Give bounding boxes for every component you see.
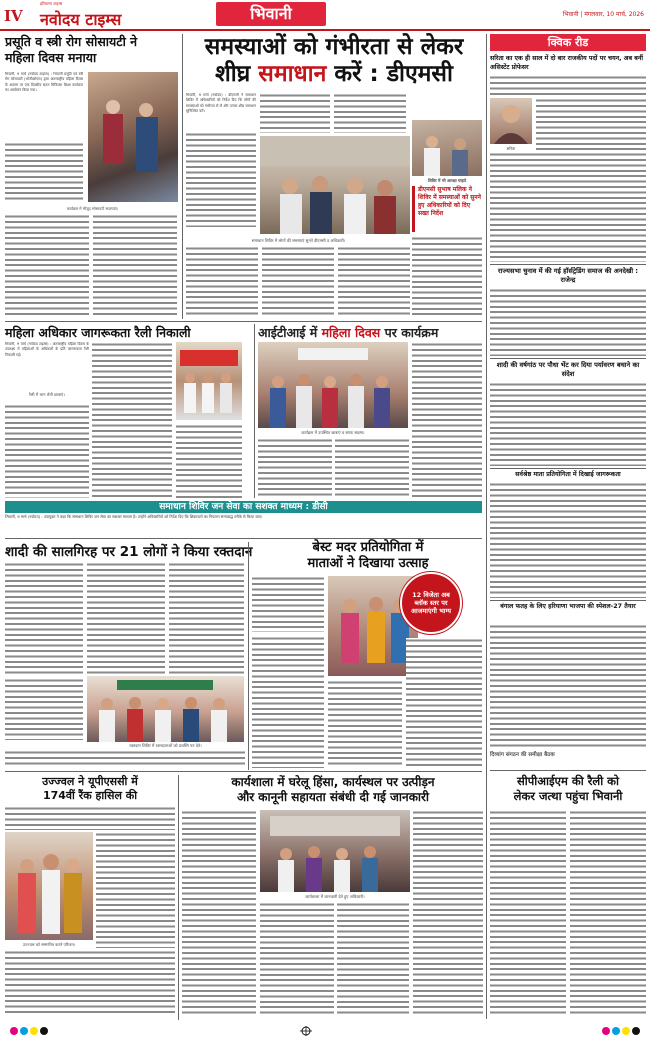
sidebar-item1-body (490, 75, 646, 97)
sidebar-item2-headline: दिव्यांग संगठन की समीक्षा बैठक (490, 752, 555, 758)
a9-headline (490, 774, 646, 804)
banner-1-title: समाधान शिविर जन सेवा का सशक्त माध्यम : डीसी (159, 502, 328, 512)
a2-body-2 (260, 93, 330, 133)
footer-color-strip (0, 1026, 650, 1036)
a3-lead: भिवानी, 9 मार्च (नवोदय टाइम्स) : अंतरराष्ट्रीय महिला दिवस के उपलक्ष्य में महिलाओं के अधिकारों के प्रति जागरूकता रैली निकाली गई। (5, 342, 89, 357)
a5-body-1 (5, 562, 83, 674)
a3-body-2 (92, 342, 172, 498)
a2-headline-line2 (186, 61, 482, 88)
a7-photo-family (5, 832, 93, 940)
tag-left: हरियाणा टाइम्स (40, 1, 63, 6)
sidebar-item4-headline: शादी की वर्षगांठ पर पौधा भेंट कर दिया पर्यावरण बचाने का संदेश (496, 361, 640, 378)
section-banner (216, 2, 326, 26)
sidebar-rule-3 (490, 468, 646, 469)
sidebar-item1-photo (490, 98, 532, 144)
a4-headline-highlight: महिला दिवस (321, 325, 381, 340)
a4-headline-part1: आईटीआई में (258, 325, 318, 340)
a5-photo (87, 676, 244, 742)
a8-headline (182, 775, 484, 805)
col-divider-4 (248, 542, 249, 770)
masthead-rule (0, 29, 650, 31)
a5-caption: रक्तदान शिविर में रक्तदाताओं को प्रशस्ति पत्र देते। (129, 743, 202, 748)
a2-body-1 (186, 132, 256, 227)
date-label: मंगलवार, 10 मार्च, 2026 (584, 11, 644, 18)
a2-body-5 (262, 246, 334, 318)
a4-body-1 (412, 342, 482, 498)
a2-headline-highlight: समाधान (258, 61, 327, 87)
a2-headline-line2-text: शीघ्र समाधान करें : डीएमसी (215, 61, 453, 87)
row-rule-2 (5, 538, 482, 539)
a7-body-1 (5, 806, 175, 830)
col-divider-1 (182, 34, 183, 319)
city-label: भिवानी (562, 11, 579, 18)
banner-1 (5, 501, 482, 513)
a2-body-6 (338, 246, 410, 318)
a1-body-2 (5, 214, 89, 318)
a8-body-3 (337, 902, 409, 1016)
a9-headline-line2: लेकर जत्था पहुंचा भिवानी (513, 789, 623, 803)
masthead-date-line: भिवानी | मंगलवार, 10 मार्च, 2026 (562, 11, 644, 18)
a6-body-1 (252, 576, 324, 632)
a9-headline-line1: सीपीआईएम की रैली को (516, 774, 619, 788)
paper-name: नवोदय टाइम्स (40, 10, 122, 29)
sidebar-item6-headline: बंगाल फतह के लिए हरियाणा भाजपा की स्पेशल-27 तैयार (500, 603, 636, 610)
sidebar-rule-1 (490, 264, 646, 265)
footer-registration-marks (6, 1026, 644, 1036)
a3-body-3 (176, 424, 242, 498)
a2-photo-main (260, 136, 410, 234)
a2-body-3 (334, 93, 406, 133)
sidebar-item4-body (490, 382, 646, 466)
a4-photo-group (258, 342, 408, 428)
a7-photo (5, 832, 93, 940)
a1-body-3 (93, 214, 177, 318)
a2-pull-quote-text: डीएमसी सुभाष मलिक ने शिविर में समस्याओं को सुनने हुए अधिकारियों को दिए सख्त निर्देश (418, 186, 481, 217)
sidebar-item6-body (490, 624, 646, 748)
sidebar-rule-4 (490, 600, 646, 601)
a4-photo (258, 342, 408, 428)
sidebar-item1-body3 (490, 152, 646, 262)
a6-body-2 (252, 636, 324, 768)
a2-caption: समाधान शिविर में लोगों की समस्याएं सुनते डीएमसी व अधिकारी। (251, 238, 346, 243)
a6-badge-text: 12 विजेता अब ब्लॉक स्तर पर आजमाएंगी भाग्य (410, 591, 452, 615)
col-divider-2 (486, 34, 487, 1019)
a7-headline-line2: 174वीं रैंक हासिल की (42, 789, 138, 802)
a2-photo-small (412, 120, 482, 176)
a7-body-2 (96, 832, 175, 948)
a8-caption: कार्यशाला में जानकारी देते हुए अधिकारी। (305, 894, 365, 899)
a2-photo-figures (260, 136, 410, 234)
row-rule-1 (5, 321, 482, 322)
a2-body-4 (186, 246, 258, 318)
a5-photo-group (87, 676, 244, 742)
a7-headline (5, 775, 175, 803)
a6-body-3 (328, 680, 402, 768)
a8-body-4 (413, 810, 483, 1016)
a9-body-2 (570, 810, 646, 1016)
a1-caption: कार्यक्रम में मौजूद सोसायटी सदस्याएं। (66, 206, 119, 211)
a1-headline: प्रसूति व स्त्री रोग सोसायटी ने महिला दिवस मनाया (5, 34, 138, 65)
sidebar-rule-2 (490, 358, 646, 359)
a7-headline-line1: उज्ज्वल ने यूपीएससी में (42, 775, 138, 788)
col-divider-5 (178, 775, 179, 1020)
sidebar-item1-headline: सरिता का एक ही साल में दो बार राजकीय पदों पर चयन, अब बनीं असिस्टेंट प्रोफेसर (490, 55, 644, 71)
a6-headline-line1: बेस्ट मदर प्रतियोगिता में (312, 540, 424, 555)
a2-headline-line1: समस्याओं को गंभीरता से लेकर (204, 34, 464, 60)
a6-headline-line2: माताओं ने दिखाया उत्साह (307, 556, 429, 571)
section-title: भिवानी (250, 4, 292, 23)
sidebar-rule-5 (490, 770, 646, 771)
sidebar-title-bar (490, 34, 646, 51)
page-number: IV (4, 7, 23, 25)
a4-caption: कार्यक्रम में उपस्थित छात्राएं व स्टाफ सदस्य। (301, 430, 365, 435)
a6-badge (400, 572, 462, 634)
a8-photo (260, 810, 410, 892)
a5-body-5 (5, 750, 245, 768)
a2-pull-quote (412, 186, 482, 232)
a1-lead: भिवानी, 9 मार्च (नवोदय टाइम्स) : भिवानी प्रसूति एवं स्त्री रोग सोसायटी (भोजीओएस) द्वारा अंतरराष्ट्रीय महिला दिवस के अवसर पर एक दिवसीय सतत चिकित्सा शिक्षा कार्यक्रम का आयोजन किया गया। (5, 72, 83, 93)
a8-body-1 (182, 810, 256, 1016)
sidebar-item5-headline: सर्वश्रेष्ठ माता प्रतियोगिता में दिखाई जागरूकता (515, 471, 621, 478)
a3-caption: रैली में भाग लेती छात्राएं। (29, 392, 65, 397)
a3-headline: महिला अधिकार जागरूकता रैली निकाली (5, 325, 191, 340)
sidebar-title: क्विक रीड (547, 36, 589, 49)
a7-body-3 (5, 950, 175, 1016)
a2-headline-box (186, 34, 482, 90)
a8-photo-workshop (260, 810, 410, 892)
sidebar-item3-headline: राज्यसभा चुनाव में की गई हॉर्सट्रेडिंग समाज की अनदेखी : राजेन्द्र (498, 267, 638, 284)
a5-body-4 (5, 678, 83, 740)
a4-headline-part2: पर कार्यक्रम (384, 325, 439, 340)
a5-body-2 (87, 562, 165, 674)
sidebar-item1-portrait (490, 98, 532, 144)
a3-body-1 (5, 404, 89, 498)
a8-headline-line1: कार्यशाला में घरेलू हिंसा, कार्यस्थल पर उत्पीड़न (231, 775, 435, 789)
sidebar-item5-body (490, 482, 646, 598)
a2-photo-small-figures (412, 120, 482, 176)
a5-headline: शादी की सालगिरह पर 21 लोगों ने किया रक्तदान (5, 544, 253, 560)
a9-body-1 (490, 810, 566, 1016)
a1-photo (88, 72, 178, 202)
a1-photo-figures (88, 72, 178, 202)
a6-headline (252, 540, 484, 572)
a1-body-1 (5, 142, 83, 202)
row-rule-3 (5, 771, 482, 772)
a3-photo-rally (176, 342, 242, 420)
banner-1-text: भिवानी, 9 मार्च (नवोदय) : उपायुक्त ने कहा कि समाधान शिविर जन सेवा का सशक्त माध्यम है। उन्होंने अधिकारियों को निर्देश दिए कि शिकायतों का निपटारा समयबद्ध तरीके से किया जाए। (5, 514, 263, 519)
a4-headline (258, 324, 484, 341)
col-divider-3 (254, 324, 255, 498)
a2-lead: भिवानी, 9 मार्च (नवोदय) : डीएमसी ने समाधान शिविर में अधिकारियों को निर्देश दिए कि लोगों की समस्याओं को गंभीरता से लें और उनका शीघ्र समाधान सुनिश्चित करें। (186, 93, 256, 114)
a2-photo-small-label: शिविर में भी आरक्षा चाहते (427, 178, 467, 183)
a6-body-4 (406, 638, 482, 768)
a5-body-3 (169, 562, 244, 674)
a4-body-2 (258, 438, 332, 498)
a2-body-7 (412, 236, 482, 318)
sidebar-item1-body2 (536, 98, 646, 150)
sidebar-item1-caption: सरिता (506, 146, 516, 151)
a8-body-2 (260, 902, 334, 1016)
a7-caption: उज्ज्वल को सम्मानित करते परिजन। (22, 942, 76, 947)
a8-headline-line2: और कानूनी सहायता संबंधी दी गई जानकारी (236, 790, 430, 804)
a4-body-3 (335, 438, 409, 498)
masthead (0, 0, 650, 30)
a3-photo (176, 342, 242, 420)
sidebar-item3-body (490, 288, 646, 356)
